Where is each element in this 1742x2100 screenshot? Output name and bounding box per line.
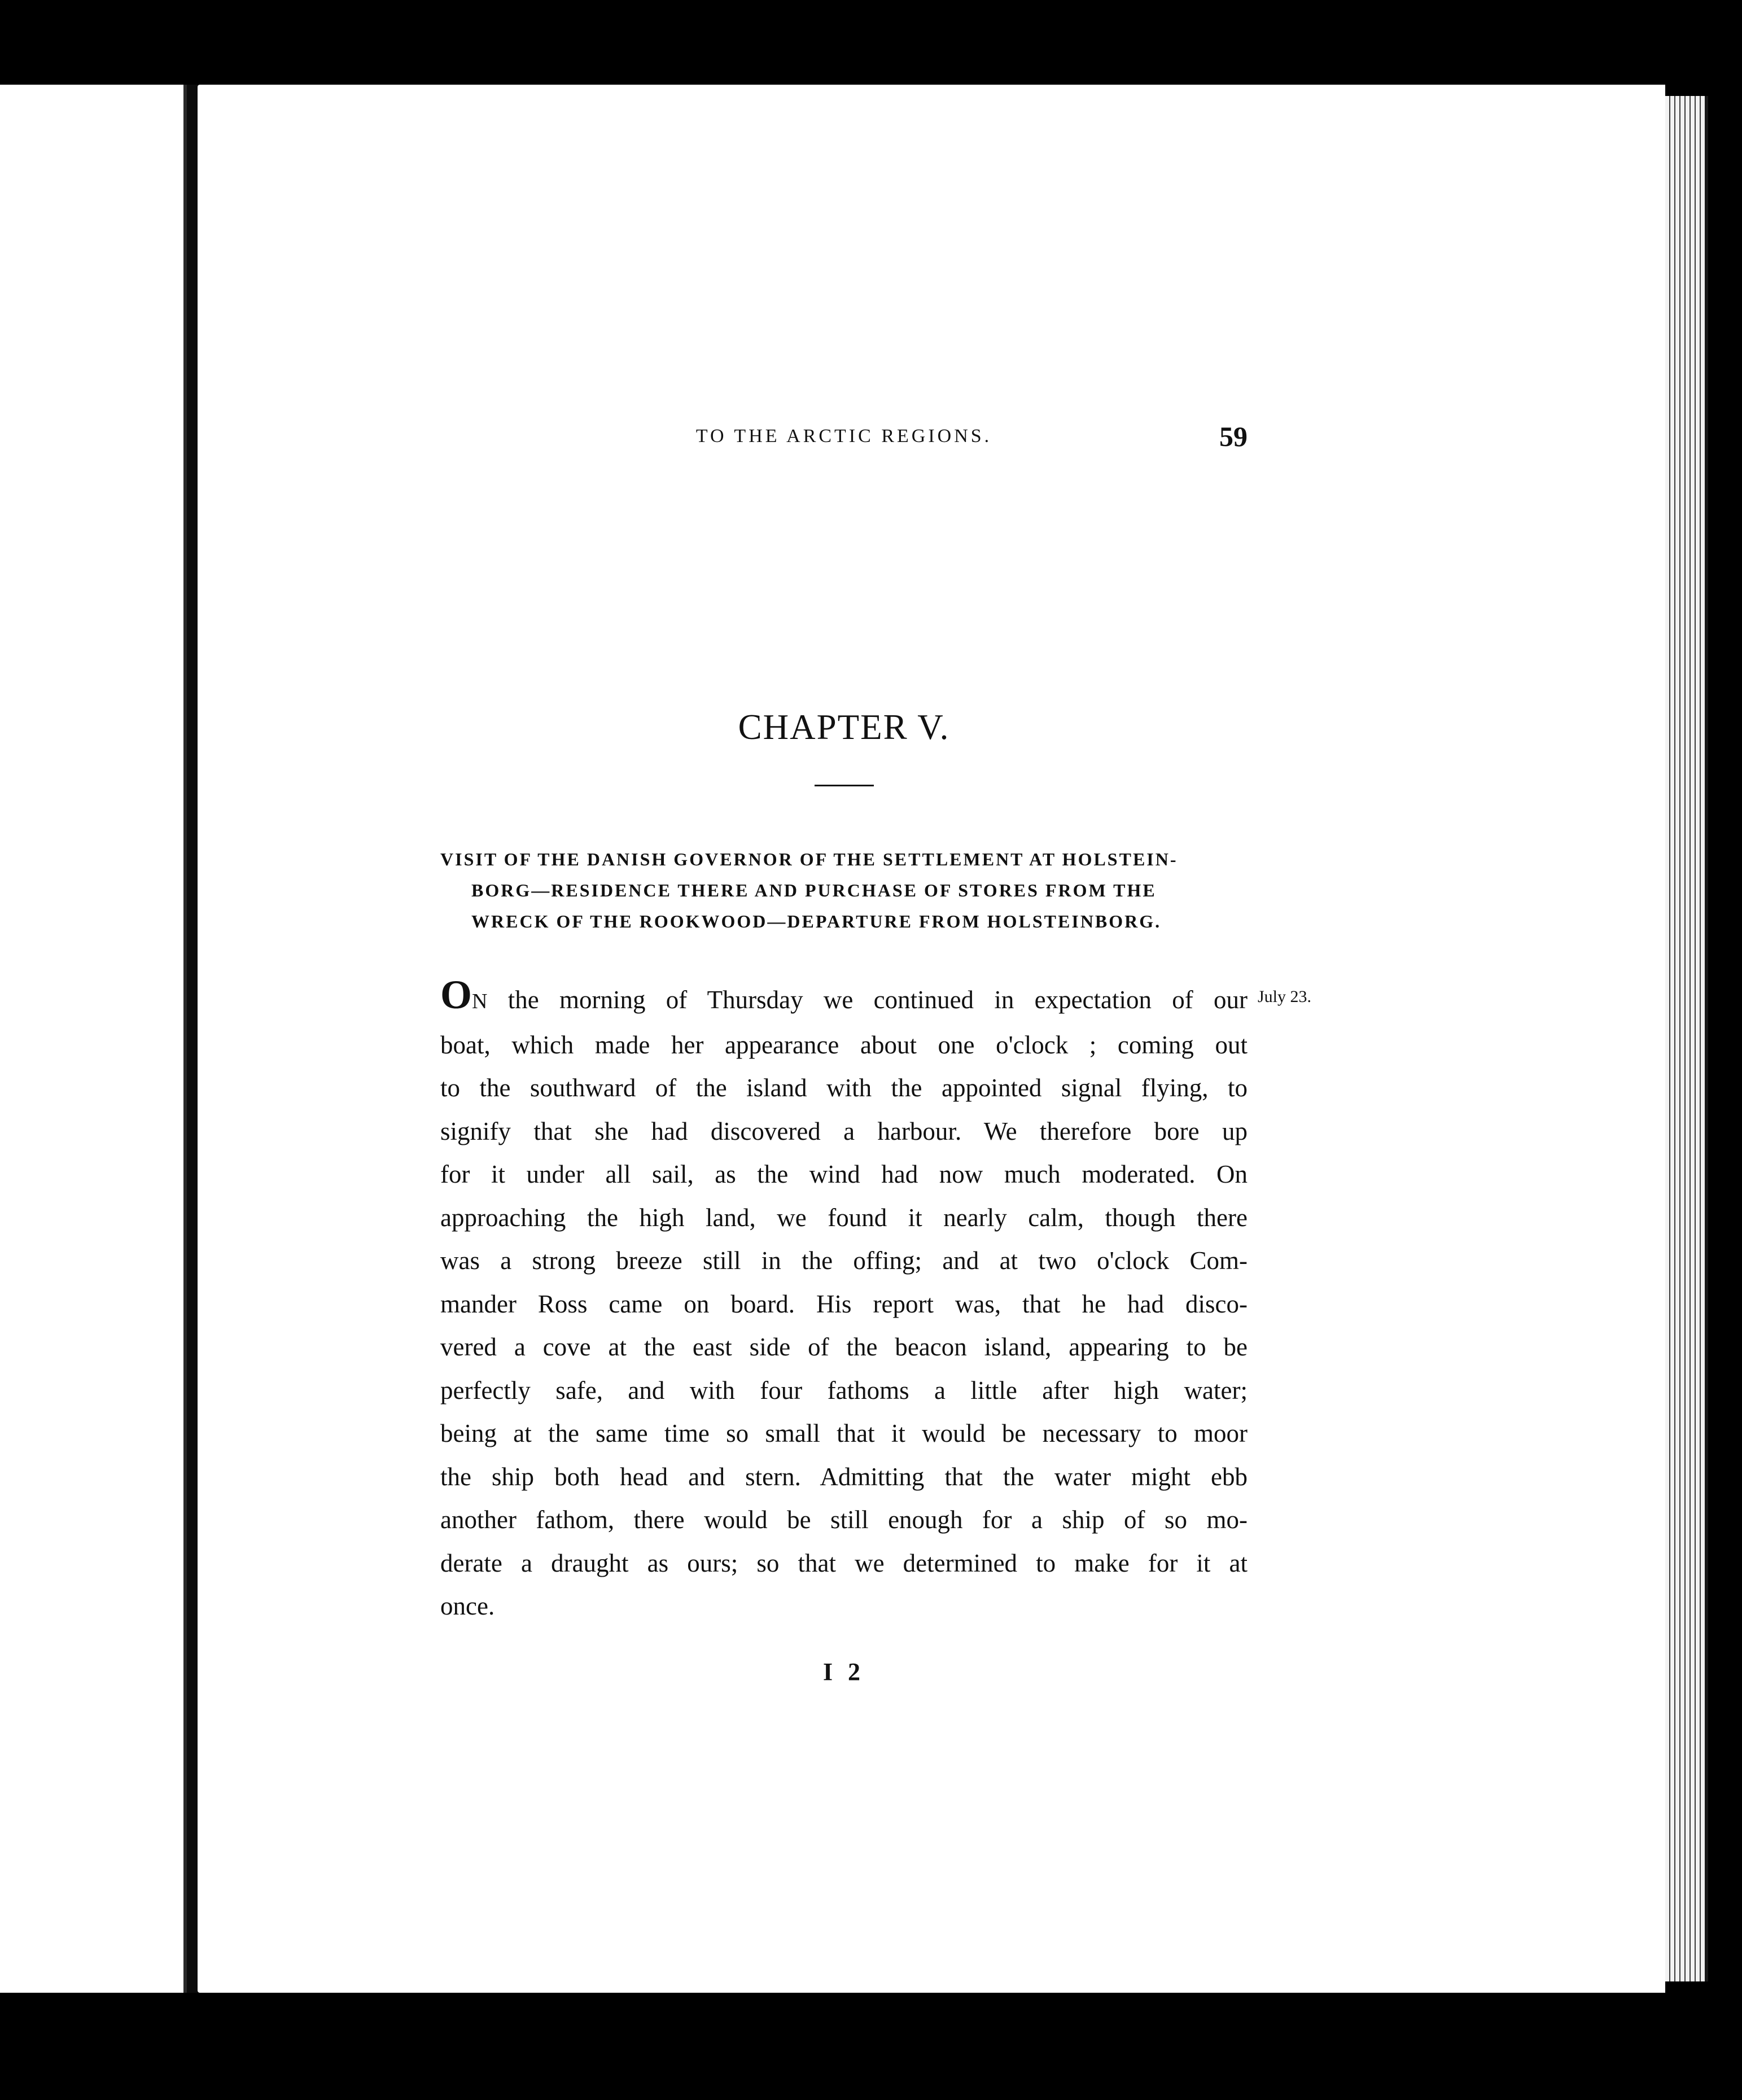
text-line-first — [440, 973, 1248, 1023]
synopsis-line: BORG—RESIDENCE THERE AND PURCHASE OF STORES FROM THE — [471, 880, 1157, 900]
text-line: vered a cove at the east side of the beacon island, appearing to be — [440, 1333, 1248, 1361]
page-edges — [1665, 96, 1708, 1981]
body-paragraph — [440, 972, 1312, 1628]
chapter-heading: CHAPTER V. — [738, 707, 950, 747]
chapter-synopsis — [440, 844, 1248, 937]
book-gutter — [187, 85, 198, 1993]
drop-initial: O — [440, 972, 472, 1017]
running-title: TO THE ARCTIC REGIONS. — [695, 426, 992, 447]
initial-smallcap: N — [472, 990, 488, 1013]
text-line: boat, which made her appearance about one o'clock ; coming out — [440, 1030, 1248, 1059]
text-line: approaching the high land, we found it nearly calm, though there — [440, 1203, 1248, 1232]
text-line: mander Ross came on board. His report was, that he had disco- — [440, 1289, 1248, 1318]
running-head — [440, 417, 1248, 456]
text-line: signify that she had discovered a harbour. We therefore bore up — [440, 1117, 1248, 1145]
first-line-text: the morning of Thursday we continued in expectation of our — [487, 986, 1248, 1014]
text-line: another fathom, there would be still enough for a ship of so mo- — [440, 1506, 1248, 1534]
facing-page-edge — [0, 85, 187, 1993]
text-line: was a strong breeze still in the offing; and at two o'clock Com- — [440, 1246, 1248, 1275]
heading-rule — [815, 785, 874, 786]
text-line: the ship both head and stern. Admitting that the water might ebb — [440, 1462, 1248, 1491]
synopsis-line: WRECK OF THE ROOKWOOD—DEPARTURE FROM HOLSTEINBORG. — [471, 911, 1162, 931]
text-line: perfectly safe, and with four fathoms a little after high water; — [440, 1376, 1248, 1405]
synopsis-line: VISIT OF THE DANISH GOVERNOR OF THE SETTLEMENT AT HOLSTEIN- — [440, 849, 1178, 869]
text-line: derate a draught as ours; so that we determined to make for it at — [440, 1548, 1248, 1577]
text-line: for it under all sail, as the wind had now much moderated. On — [440, 1160, 1248, 1188]
text-line: to the southward of the island with the appointed signal flying, to — [440, 1074, 1248, 1102]
text-line: being at the same time so small that it would be necessary to moor — [440, 1419, 1248, 1447]
marginal-date-note: July 23. — [1258, 987, 1312, 1006]
signature-mark: I 2 — [822, 1657, 865, 1686]
text-line-last: once. — [440, 1592, 495, 1620]
page-number: 59 — [1219, 421, 1248, 452]
text-block — [440, 417, 1312, 1689]
